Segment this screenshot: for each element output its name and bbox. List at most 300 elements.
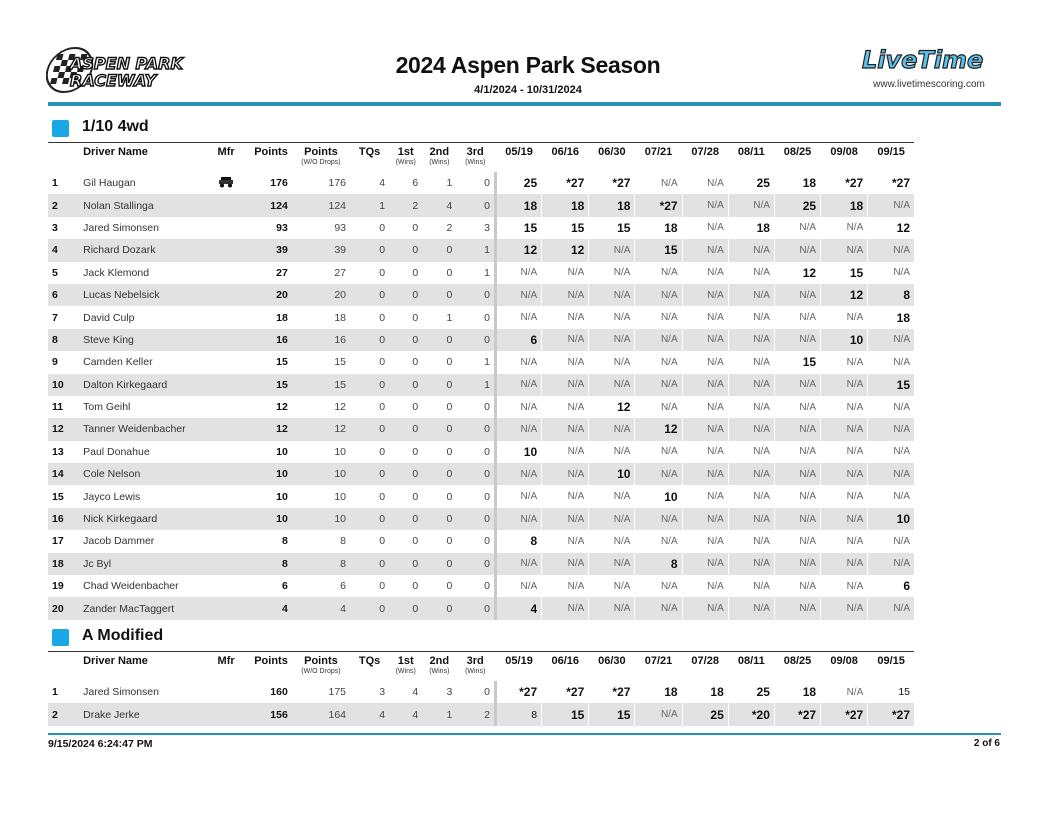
- wins-3rd: 0: [484, 490, 490, 503]
- tqs: 0: [379, 445, 386, 458]
- race-points: 10: [589, 463, 635, 485]
- race-points: N/A: [495, 575, 541, 597]
- position: 15: [52, 490, 64, 503]
- wins-2nd: 3: [446, 686, 453, 699]
- wins-2nd: 1: [446, 177, 453, 190]
- tqs: 1: [350, 194, 389, 216]
- race-points: *27: [821, 172, 868, 194]
- race-points: N/A: [542, 329, 589, 351]
- race-points: N/A: [868, 553, 914, 575]
- tqs: 4: [379, 177, 386, 190]
- wins-1st: 0: [389, 553, 422, 575]
- race-points: N/A: [542, 485, 589, 507]
- tqs: 0: [350, 597, 389, 619]
- table-row: [48, 306, 914, 328]
- mfr-cell: [204, 284, 249, 306]
- mfr-cell: [204, 553, 249, 575]
- race-points: N/A: [495, 418, 541, 440]
- wins-2nd: 4: [422, 194, 456, 216]
- points-wo-drops: 8: [340, 535, 347, 548]
- race-points: N/A: [821, 306, 868, 328]
- race-points: N/A: [682, 351, 728, 373]
- race-points: 12: [868, 217, 914, 239]
- race-points: N/A: [728, 485, 774, 507]
- race-points: N/A: [635, 508, 682, 530]
- col-date: 05/19: [495, 652, 541, 681]
- tqs: 0: [379, 266, 386, 279]
- race-points: N/A: [868, 530, 914, 552]
- race-points: 18: [821, 194, 868, 216]
- col-2nd-label: 2nd: [429, 655, 450, 667]
- race-points: 6: [868, 575, 914, 597]
- race-points: N/A: [682, 441, 728, 463]
- race-points: *27: [821, 703, 868, 725]
- race-points: 15: [774, 351, 820, 373]
- race-points: 18: [774, 681, 820, 703]
- race-points: N/A: [542, 351, 589, 373]
- points-wo-drops: 16: [292, 329, 350, 351]
- race-points: *27: [868, 172, 914, 194]
- wins-3rd: 1: [484, 266, 490, 279]
- race-points: *27: [774, 703, 820, 725]
- race-points: 18: [495, 194, 541, 216]
- driver-name: Paul Donahue: [83, 445, 150, 458]
- points-wo-drops: 15: [334, 356, 347, 369]
- wins-1st: 0: [412, 535, 419, 548]
- wins-1st: 0: [389, 418, 422, 440]
- col-date: 05/19: [495, 143, 541, 172]
- race-points: 15: [542, 217, 589, 239]
- points-wo-drops: 10: [334, 490, 347, 503]
- race-points: 10: [821, 329, 868, 351]
- race-points: N/A: [868, 239, 914, 261]
- col-3rd-label: 3rd: [466, 146, 484, 158]
- mfr-cell: [204, 681, 249, 703]
- col-3rd-sub: (Wins): [465, 159, 486, 166]
- wins-1st: 0: [412, 356, 419, 369]
- race-points: N/A: [821, 508, 868, 530]
- position: 8: [48, 329, 81, 351]
- race-points: N/A: [682, 396, 728, 418]
- race-points: *27: [868, 703, 914, 725]
- table-row: [48, 530, 914, 552]
- wins-3rd: 0: [456, 463, 495, 485]
- race-points: N/A: [774, 418, 820, 440]
- race-points: N/A: [682, 374, 728, 396]
- wins-2nd: 2: [446, 221, 453, 234]
- section-header-a-modified: [48, 625, 918, 649]
- table-row: [48, 217, 914, 239]
- race-points: 25: [774, 194, 820, 216]
- points: 12: [276, 401, 288, 414]
- page-number: 2 of 6: [973, 738, 1000, 749]
- wins-1st: 0: [412, 221, 419, 234]
- race-points: N/A: [821, 597, 868, 619]
- race-points: N/A: [774, 217, 820, 239]
- race-points: N/A: [495, 306, 541, 328]
- tqs: 0: [350, 374, 389, 396]
- points: 27: [276, 266, 288, 279]
- race-points: N/A: [868, 396, 914, 418]
- tqs: 4: [350, 703, 389, 725]
- col-driver-name: Driver Name: [83, 655, 148, 667]
- race-points: N/A: [635, 172, 682, 194]
- race-points: N/A: [821, 396, 868, 418]
- driver-name: Jared Simonsen: [83, 686, 159, 699]
- race-points: N/A: [682, 284, 728, 306]
- col-date: 08/25: [774, 652, 820, 681]
- race-points: 18: [635, 681, 682, 703]
- driver-name: Cole Nelson: [81, 463, 203, 485]
- race-points: N/A: [682, 575, 728, 597]
- race-points: N/A: [495, 396, 541, 418]
- position: 12: [48, 418, 81, 440]
- race-points: N/A: [495, 553, 541, 575]
- logo-text-line-1: ASPEN PARK: [70, 54, 183, 73]
- race-points: 15: [868, 681, 914, 703]
- race-points: N/A: [589, 374, 635, 396]
- race-points: N/A: [821, 351, 868, 373]
- wins-3rd: 0: [484, 401, 490, 414]
- race-points: N/A: [682, 530, 728, 552]
- wins-2nd: 0: [422, 553, 456, 575]
- race-points: N/A: [728, 351, 774, 373]
- race-points: 18: [868, 306, 914, 328]
- wins-1st: 0: [412, 266, 419, 279]
- col-tqs: TQs: [358, 146, 381, 158]
- wins-2nd: 0: [446, 490, 453, 503]
- race-points: 4: [495, 597, 541, 619]
- table-row: [48, 463, 914, 485]
- col-points: Points: [254, 146, 288, 158]
- race-points: N/A: [635, 703, 682, 725]
- race-points: N/A: [495, 508, 541, 530]
- race-points: N/A: [682, 239, 728, 261]
- race-points: N/A: [868, 441, 914, 463]
- race-points: N/A: [542, 553, 589, 575]
- race-points: N/A: [589, 351, 635, 373]
- tqs: 0: [379, 401, 386, 414]
- table-row: [48, 374, 914, 396]
- wins-2nd: 0: [446, 401, 453, 414]
- points-wo-drops: 8: [292, 553, 350, 575]
- standings-table-a-modified: [48, 652, 914, 726]
- col-points: Points: [254, 655, 288, 667]
- race-points: N/A: [635, 575, 682, 597]
- race-points: *27: [542, 172, 589, 194]
- wins-3rd: 1: [456, 239, 495, 261]
- wins-3rd: 0: [456, 418, 495, 440]
- race-points: N/A: [821, 485, 868, 507]
- race-points: 15: [868, 374, 914, 396]
- table-row: [48, 681, 914, 703]
- race-points: N/A: [728, 597, 774, 619]
- position: 20: [48, 597, 81, 619]
- header-row: [48, 143, 914, 172]
- race-points: 18: [635, 217, 682, 239]
- points-wo-drops: 20: [292, 284, 350, 306]
- wins-2nd: 1: [422, 703, 456, 725]
- position: 14: [48, 463, 81, 485]
- race-points: N/A: [682, 508, 728, 530]
- col-date: 07/21: [635, 652, 682, 681]
- website-link[interactable]: www.livetimescoring.com: [873, 79, 985, 90]
- wins-2nd: 0: [446, 580, 453, 593]
- wins-1st: 0: [389, 463, 422, 485]
- driver-name: Chad Weidenbacher: [83, 580, 179, 593]
- driver-name: Richard Dozark: [81, 239, 203, 261]
- col-points-wo-label: Points: [304, 655, 338, 667]
- race-points: N/A: [495, 374, 541, 396]
- race-points: 12: [774, 262, 820, 284]
- race-points: N/A: [868, 418, 914, 440]
- wins-2nd: 0: [422, 418, 456, 440]
- position: 4: [48, 239, 81, 261]
- race-points: *27: [589, 681, 635, 703]
- points-wo-drops: 39: [292, 239, 350, 261]
- col-date: 08/11: [728, 143, 774, 172]
- race-points: 25: [728, 172, 774, 194]
- mfr-cell: [204, 172, 249, 194]
- col-date: 07/21: [635, 143, 682, 172]
- race-points: N/A: [682, 262, 728, 284]
- livetime-logo-text: LiveTime: [862, 46, 984, 74]
- wins-3rd: 0: [484, 311, 490, 324]
- points: 10: [249, 508, 292, 530]
- points-wo-drops: 6: [340, 580, 347, 593]
- points: 10: [276, 490, 288, 503]
- col-date: 07/28: [682, 652, 728, 681]
- race-points: N/A: [868, 351, 914, 373]
- race-points: N/A: [821, 463, 868, 485]
- col-points-wo-label: Points: [304, 146, 338, 158]
- race-points: N/A: [728, 194, 774, 216]
- race-points: N/A: [868, 262, 914, 284]
- col-date: 06/30: [589, 652, 635, 681]
- race-points: 8: [635, 553, 682, 575]
- race-points: 15: [589, 703, 635, 725]
- points: 20: [249, 284, 292, 306]
- driver-name: Drake Jerke: [81, 703, 203, 725]
- points-wo-drops: 124: [292, 194, 350, 216]
- wins-2nd: 0: [446, 266, 453, 279]
- position: 11: [52, 401, 64, 414]
- col-1st: [389, 143, 422, 172]
- race-points: N/A: [774, 329, 820, 351]
- blue-square-icon: [52, 120, 69, 137]
- table-row: [48, 575, 914, 597]
- table-body: [48, 172, 914, 620]
- page-title: 2024 Aspen Park Season: [395, 52, 661, 78]
- points-wo-drops: 27: [334, 266, 347, 279]
- race-points: 10: [635, 485, 682, 507]
- race-points: N/A: [542, 530, 589, 552]
- race-points: N/A: [728, 262, 774, 284]
- car-icon: [219, 179, 233, 191]
- col-points-wo-drops: [292, 143, 350, 172]
- race-points: N/A: [589, 553, 635, 575]
- header-row: [48, 652, 914, 681]
- race-points: N/A: [728, 306, 774, 328]
- race-points: N/A: [682, 597, 728, 619]
- points: 156: [249, 703, 292, 725]
- section-header-1-10-4wd: [48, 116, 918, 140]
- race-points: N/A: [682, 172, 728, 194]
- points-wo-drops: 93: [334, 221, 347, 234]
- race-points: N/A: [821, 575, 868, 597]
- race-points: 18: [774, 172, 820, 194]
- col-1st-sub: (Wins): [395, 668, 416, 675]
- race-points: *27: [635, 194, 682, 216]
- col-3rd-sub: (Wins): [465, 668, 486, 675]
- table-row: [48, 239, 914, 261]
- race-points: N/A: [821, 239, 868, 261]
- race-points: 15: [635, 239, 682, 261]
- wins-3rd: 0: [456, 597, 495, 619]
- wins-1st: 0: [389, 508, 422, 530]
- tqs: 0: [350, 508, 389, 530]
- race-points: 8: [868, 284, 914, 306]
- race-points: N/A: [682, 463, 728, 485]
- driver-name: Nick Kirkegaard: [81, 508, 203, 530]
- wins-1st: 0: [389, 374, 422, 396]
- points: 93: [276, 221, 288, 234]
- col-2nd-sub: (Wins): [429, 159, 450, 166]
- points-wo-drops: 15: [292, 374, 350, 396]
- driver-name: Lucas Nebelsick: [81, 284, 203, 306]
- col-driver-name: Driver Name: [83, 146, 148, 158]
- race-points: N/A: [542, 597, 589, 619]
- race-points: N/A: [635, 396, 682, 418]
- position: 16: [48, 508, 81, 530]
- race-points: N/A: [542, 575, 589, 597]
- points-wo-drops: 175: [328, 686, 347, 699]
- race-points: N/A: [774, 530, 820, 552]
- driver-name: Jack Klemond: [83, 266, 150, 279]
- position: 3: [52, 221, 58, 234]
- race-points: 25: [728, 681, 774, 703]
- race-points: 10: [868, 508, 914, 530]
- wins-3rd: 0: [484, 686, 490, 699]
- race-points: N/A: [728, 239, 774, 261]
- race-points: N/A: [542, 374, 589, 396]
- wins-2nd: 0: [422, 329, 456, 351]
- col-points-wo-drops: [292, 652, 350, 681]
- table-row: [48, 262, 914, 284]
- race-points: N/A: [821, 441, 868, 463]
- driver-name: Tanner Weidenbacher: [81, 418, 203, 440]
- race-points: N/A: [728, 396, 774, 418]
- race-points: 12: [495, 239, 541, 261]
- col-position: [48, 652, 81, 681]
- col-date: 09/08: [821, 143, 868, 172]
- wins-3rd: 0: [456, 284, 495, 306]
- race-points: N/A: [495, 284, 541, 306]
- table-row: [48, 418, 914, 440]
- points-wo-drops: 4: [292, 597, 350, 619]
- driver-name: Jacob Dammer: [83, 535, 155, 548]
- points-wo-drops: 176: [328, 177, 347, 190]
- wins-1st: 0: [389, 329, 422, 351]
- mfr-cell: [204, 463, 249, 485]
- wins-3rd: 0: [456, 329, 495, 351]
- wins-1st: 4: [412, 686, 419, 699]
- race-points: N/A: [728, 553, 774, 575]
- wins-3rd: 1: [456, 374, 495, 396]
- col-2nd: [422, 143, 456, 172]
- race-points: N/A: [635, 597, 682, 619]
- race-points: N/A: [542, 463, 589, 485]
- points: 176: [270, 177, 288, 190]
- wins-2nd: 0: [422, 374, 456, 396]
- driver-name: Zander MacTaggert: [81, 597, 203, 619]
- race-points: N/A: [821, 217, 868, 239]
- wins-1st: 0: [412, 311, 419, 324]
- tqs: 0: [379, 311, 386, 324]
- points: 6: [281, 580, 288, 593]
- race-points: N/A: [682, 306, 728, 328]
- race-points: N/A: [589, 306, 635, 328]
- tqs: 3: [379, 686, 386, 699]
- mfr-cell: [204, 418, 249, 440]
- race-points: *20: [728, 703, 774, 725]
- race-points: N/A: [774, 374, 820, 396]
- tqs: 0: [350, 418, 389, 440]
- tqs: 0: [350, 553, 389, 575]
- race-points: N/A: [635, 441, 682, 463]
- wins-2nd: 0: [446, 356, 453, 369]
- points: 124: [249, 194, 292, 216]
- table-row: [48, 703, 914, 725]
- wins-1st: 0: [389, 239, 422, 261]
- wins-1st: 0: [389, 597, 422, 619]
- tqs: 0: [350, 329, 389, 351]
- race-points: 15: [821, 262, 868, 284]
- wins-2nd: 0: [422, 597, 456, 619]
- col-date: 09/15: [868, 143, 914, 172]
- race-points: N/A: [589, 418, 635, 440]
- race-points: N/A: [589, 597, 635, 619]
- race-points: N/A: [589, 575, 635, 597]
- race-points: 6: [495, 329, 541, 351]
- race-points: N/A: [774, 463, 820, 485]
- race-points: N/A: [728, 329, 774, 351]
- points: 15: [249, 374, 292, 396]
- table-row: [48, 396, 914, 418]
- race-points: N/A: [774, 284, 820, 306]
- col-points-wo-sub: (W/O Drops): [301, 668, 341, 675]
- race-points: N/A: [635, 329, 682, 351]
- race-points: N/A: [728, 530, 774, 552]
- driver-name: Steve King: [81, 329, 203, 351]
- wins-3rd: 0: [484, 445, 490, 458]
- position: 19: [52, 580, 64, 593]
- points-wo-drops: 10: [292, 508, 350, 530]
- mfr-cell: [204, 239, 249, 261]
- points-wo-drops: 18: [334, 311, 347, 324]
- points: 8: [249, 553, 292, 575]
- col-date: 09/08: [821, 652, 868, 681]
- position: 10: [48, 374, 81, 396]
- race-points: 12: [635, 418, 682, 440]
- col-date: 09/15: [868, 652, 914, 681]
- points: 18: [276, 311, 288, 324]
- tqs: 0: [350, 284, 389, 306]
- col-date: 07/28: [682, 143, 728, 172]
- table-row: [48, 553, 914, 575]
- col-tqs: TQs: [358, 655, 381, 667]
- mfr-cell: [204, 703, 249, 725]
